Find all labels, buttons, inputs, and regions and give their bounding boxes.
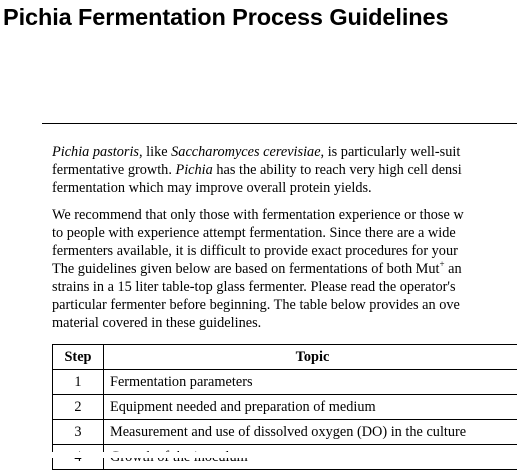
- paragraph-line: to people with experience attempt fermentation. Since there are a wide: [52, 224, 517, 242]
- topic-header: Topic: [104, 345, 517, 370]
- intro-paragraph: [52, 143, 517, 197]
- text-span: , is particularly well-suit: [321, 144, 461, 160]
- paragraph-line: particular fermenter before beginning. The table below provides an ove: [52, 296, 517, 314]
- text-span: The guidelines given below are based on fermentations of both Mut: [52, 261, 440, 277]
- recommendation-paragraph: [52, 206, 517, 332]
- text-span: fermentative growth.: [52, 162, 175, 178]
- species-name: Saccharomyces cerevisiae: [171, 144, 320, 160]
- page-cutoff: [0, 452, 517, 458]
- table-row: [53, 395, 517, 420]
- text-span: , like: [139, 144, 171, 160]
- table-row: [53, 420, 517, 445]
- table-header-row: [53, 345, 517, 370]
- topic-cell: Measurement and use of dissolved oxygen (DO) in the culture: [104, 420, 517, 445]
- paragraph-line: fermentation which may improve overall protein yields.: [52, 179, 517, 197]
- paragraph-line: We recommend that only those with fermentation experience or those w: [52, 206, 517, 224]
- page-title: Pichia Fermentation Process Guidelines: [3, 4, 448, 31]
- horizontal-rule: [42, 123, 517, 124]
- text-span: has the ability to reach very high cell densi: [213, 162, 462, 178]
- paragraph-line: material covered in these guidelines.: [52, 314, 517, 332]
- species-name: Pichia pastoris: [52, 144, 139, 160]
- step-cell: 3: [53, 420, 104, 445]
- species-name: Pichia: [175, 162, 212, 178]
- paragraph-line: fermenters available, it is difficult to provide exact procedures for your: [52, 242, 517, 260]
- table-row: [53, 370, 517, 395]
- topic-cell: Fermentation parameters: [104, 370, 517, 395]
- step-cell: 1: [53, 370, 104, 395]
- paragraph-line: [52, 143, 517, 161]
- step-cell: 2: [53, 395, 104, 420]
- topic-cell: Equipment needed and preparation of medium: [104, 395, 517, 420]
- paragraph-line: [52, 161, 517, 179]
- superscript: +: [440, 259, 445, 269]
- paragraph-line: [52, 260, 517, 278]
- paragraph-line: strains in a 15 liter table-top glass fermenter. Please read the operator's: [52, 278, 517, 296]
- text-span: an: [445, 261, 462, 277]
- step-header: Step: [53, 345, 104, 370]
